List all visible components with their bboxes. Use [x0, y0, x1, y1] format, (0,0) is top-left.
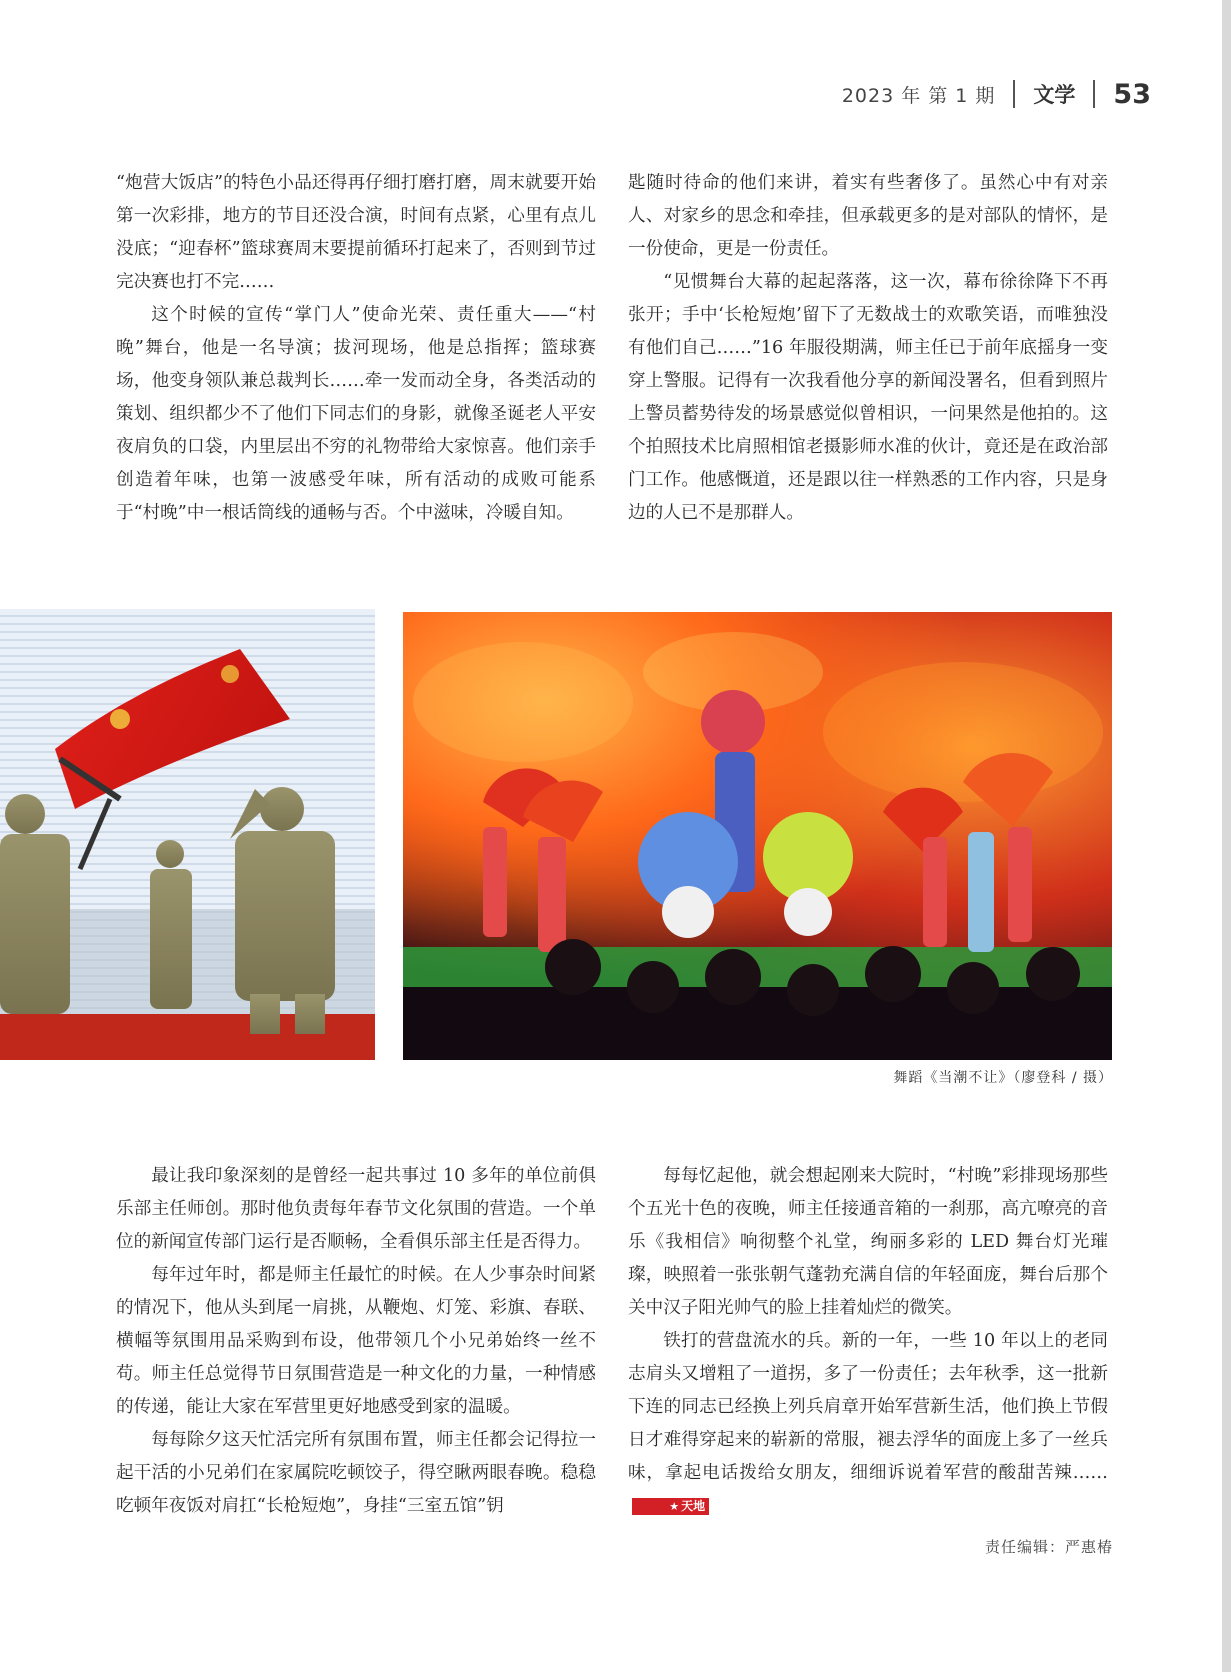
paragraph: 每每除夕这天忙活完所有氛围布置，师主任都会记得拉一起干活的小兄弟们在家属院吃顿饺子，得空瞅两眼春晚。稳稳吃顿年夜饭对肩扛“长枪短炮”，身挂“三室五馆”钥 — [116, 1430, 596, 1516]
paragraph: 匙随时待命的他们来讲，着实有些奢侈了。虽然心中有对亲人、对家乡的思念和牵挂，但承载更多的是对部队的情怀，是一份使命，更是一份责任。 — [628, 173, 1108, 259]
end-mark-text: 天地 — [681, 1498, 706, 1513]
paragraph: 每年过年时，都是师主任最忙的时候。在人少事杂时间紧的情况下，他从头到尾一肩挑，从鞭炮、灯笼、彩旗、春联、横幅等氛围用品采购到布设，他带领几个小兄弟始终一丝不苟。师主任总觉得节日氛围营造是一种文化的力量，一种情感的传递，能让大家在军营里更好地感受到家的温暖。 — [116, 1265, 596, 1417]
photo-soldiers-flag — [0, 609, 375, 1060]
section-title: 文学 — [1033, 83, 1076, 107]
text-column-top-right — [628, 167, 1108, 530]
editor-credit: 责任编辑：严惠椿 — [984, 1538, 1113, 1556]
paragraph: 每每忆起他，就会想起刚来大院时，“村晚”彩排现场那些个五光十色的夜晚，师主任接通音箱的一刹那，高亢嘹亮的音乐《我相信》响彻整个礼堂，绚丽多彩的 LED 舞台灯光璀璨，映照着一张张朝气蓬勃充满自信的年轻面庞，舞台后那个关中汉子阳光帅气的脸上挂着灿烂的微笑。 — [628, 1166, 1108, 1318]
text-column-bottom-right — [628, 1160, 1108, 1523]
text-column-bottom-left — [116, 1160, 596, 1523]
page-edge — [1222, 0, 1231, 1672]
text-column-top-left — [116, 167, 596, 530]
paragraph: 这个时候的宣传“掌门人”使命光荣、责任重大——“村晚”舞台，他是一名导演；拔河现场，他是总指挥；篮球赛场，他变身领队兼总裁判长……牵一发而动全身，各类活动的策划、组织都少不了他们下同志们的身影，就像圣诞老人平安夜肩负的口袋，内里层出不穷的礼物带给大家惊喜。他们亲手创造着年味，也第一波感受年味，所有活动的成败可能系于“村晚”中一根话筒线的通畅与否。个中滋味，冷暖自知。 — [116, 305, 596, 523]
header-divider — [1093, 80, 1095, 108]
issue-label: 2023 年 第 1 期 — [841, 84, 996, 107]
page-number: 53 — [1113, 78, 1151, 110]
page-header — [842, 74, 1151, 114]
photo-caption: 舞蹈《当潮不让》（廖登科 / 摄） — [893, 1070, 1113, 1086]
soldiers-illustration — [0, 609, 375, 1060]
star-icon: ★ — [669, 1499, 680, 1513]
end-mark-logo — [632, 1498, 709, 1515]
photo-stage-dance — [403, 612, 1112, 1060]
paragraph: “见惯舞台大幕的起起落落，这一次，幕布徐徐降下不再张开；手中‘长枪短炮’留下了无数战士的欢歌笑语，而唯独没有他们自己……”16 年服役期满，师主任已于前年底摇身一变穿上警服。记得有一次我看他分享的新闻没署名，但看到照片上警员蓄势待发的场景感觉似曾相识，一问果然是他拍的。这个拍照技术比肩照相馆老摄影师水准的伙计，竟还是在政治部门工作。他感慨道，还是跟以往一样熟悉的工作内容，只是身边的人已不是那群人。 — [628, 272, 1108, 523]
stage-dance-illustration — [403, 612, 1112, 1060]
paragraph-text: 铁打的营盘流水的兵。新的一年，一些 10 年以上的老同志肩头又增粗了一道拐，多了一份责任；去年秋季，这一批新下连的同志已经换上列兵肩章开始军营新生活，他们换上节假日才难得穿起来的崭新的常服，褪去浮华的面庞上多了一丝兵味，拿起电话拨给女朋友，细细诉说着军营的酸甜苦辣…… — [628, 1331, 1108, 1483]
header-divider — [1013, 80, 1015, 108]
paragraph: “炮营大饭店”的特色小品还得再仔细打磨打磨，周末就要开始第一次彩排，地方的节目还没合演，时间有点紧，心里有点儿没底；“迎春杯”篮球赛周末要提前循环打起来了，否则到节过完决赛也打不完…… — [116, 173, 596, 292]
paragraph: 最让我印象深刻的是曾经一起共事过 10 多年的单位前俱乐部主任师创。那时他负责每年春节文化氛围的营造。一个单位的新闻宣传部门运行是否顺畅，全看俱乐部主任是否得力。 — [116, 1166, 596, 1252]
paragraph — [628, 1325, 1108, 1523]
